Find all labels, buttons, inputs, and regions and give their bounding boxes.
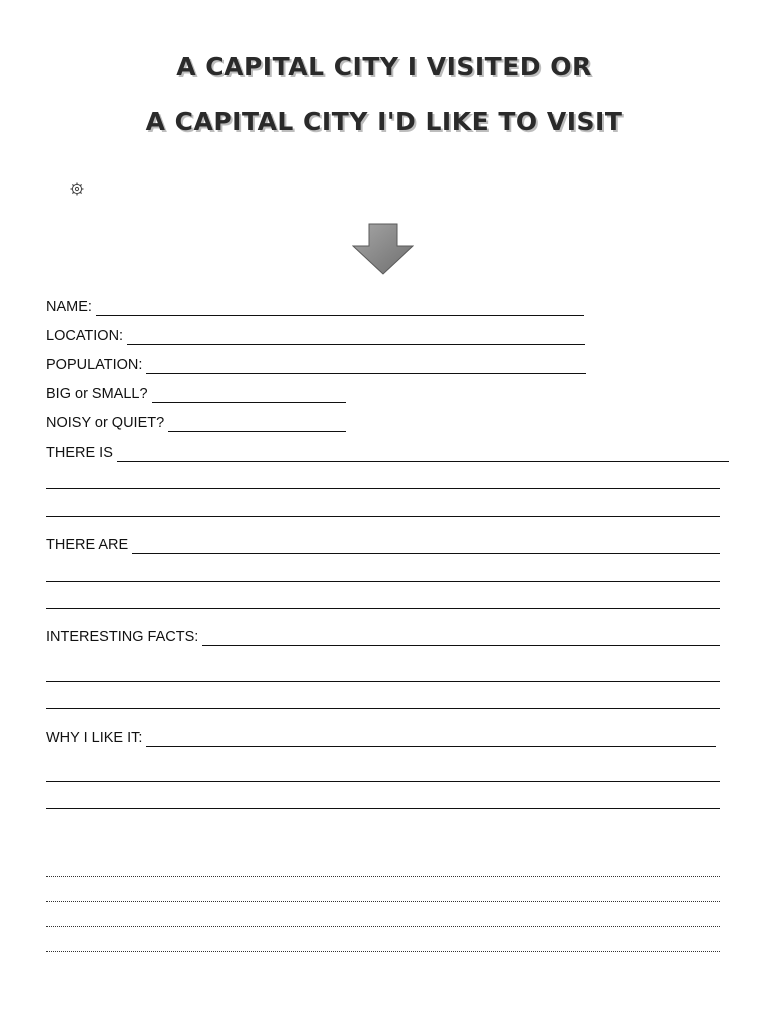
location-label: LOCATION: xyxy=(46,328,124,344)
big-small-blank[interactable] xyxy=(152,388,346,403)
facts-blank[interactable] xyxy=(202,631,720,646)
name-label: NAME: xyxy=(46,299,92,315)
there-are-label: THERE ARE xyxy=(46,537,129,553)
why-line-3[interactable] xyxy=(46,808,720,809)
there-is-field[interactable] xyxy=(46,444,729,462)
down-arrow-icon xyxy=(352,223,414,275)
there-is-line-2[interactable] xyxy=(46,488,720,489)
there-is-label: THERE IS xyxy=(46,445,113,461)
location-blank[interactable] xyxy=(127,330,585,345)
there-are-blank[interactable] xyxy=(132,539,720,554)
noisy-quiet-field[interactable] xyxy=(46,414,346,432)
gear-icon xyxy=(70,182,84,196)
population-label: POPULATION: xyxy=(46,357,143,373)
why-field[interactable] xyxy=(46,729,716,747)
big-small-label: BIG or SMALL? xyxy=(46,386,148,402)
name-field[interactable] xyxy=(46,298,584,316)
there-is-line-3[interactable] xyxy=(46,516,720,517)
dotted-line-4[interactable] xyxy=(46,951,720,952)
population-field[interactable] xyxy=(46,356,586,374)
population-blank[interactable] xyxy=(146,359,586,374)
facts-field[interactable] xyxy=(46,628,720,646)
big-small-field[interactable] xyxy=(46,385,346,403)
why-line-2[interactable] xyxy=(46,781,720,782)
there-are-line-3[interactable] xyxy=(46,608,720,609)
why-blank[interactable] xyxy=(146,732,716,747)
facts-label: INTERESTING FACTS: xyxy=(46,629,199,645)
name-blank[interactable] xyxy=(96,301,584,316)
title-line-2: A CAPITAL CITY I'D LIKE TO VISIT xyxy=(145,107,623,136)
noisy-quiet-blank[interactable] xyxy=(168,417,346,432)
dotted-line-1[interactable] xyxy=(46,876,720,877)
there-are-line-2[interactable] xyxy=(46,581,720,582)
title-line-1: A CAPITAL CITY I VISITED OR xyxy=(176,52,592,81)
facts-line-3[interactable] xyxy=(46,708,720,709)
dotted-line-2[interactable] xyxy=(46,901,720,902)
dotted-line-3[interactable] xyxy=(46,926,720,927)
noisy-quiet-label: NOISY or QUIET? xyxy=(46,415,165,431)
location-field[interactable] xyxy=(46,327,585,345)
there-is-blank[interactable] xyxy=(117,447,729,462)
facts-line-2[interactable] xyxy=(46,681,720,682)
there-are-field[interactable] xyxy=(46,536,720,554)
why-label: WHY I LIKE IT: xyxy=(46,730,143,746)
